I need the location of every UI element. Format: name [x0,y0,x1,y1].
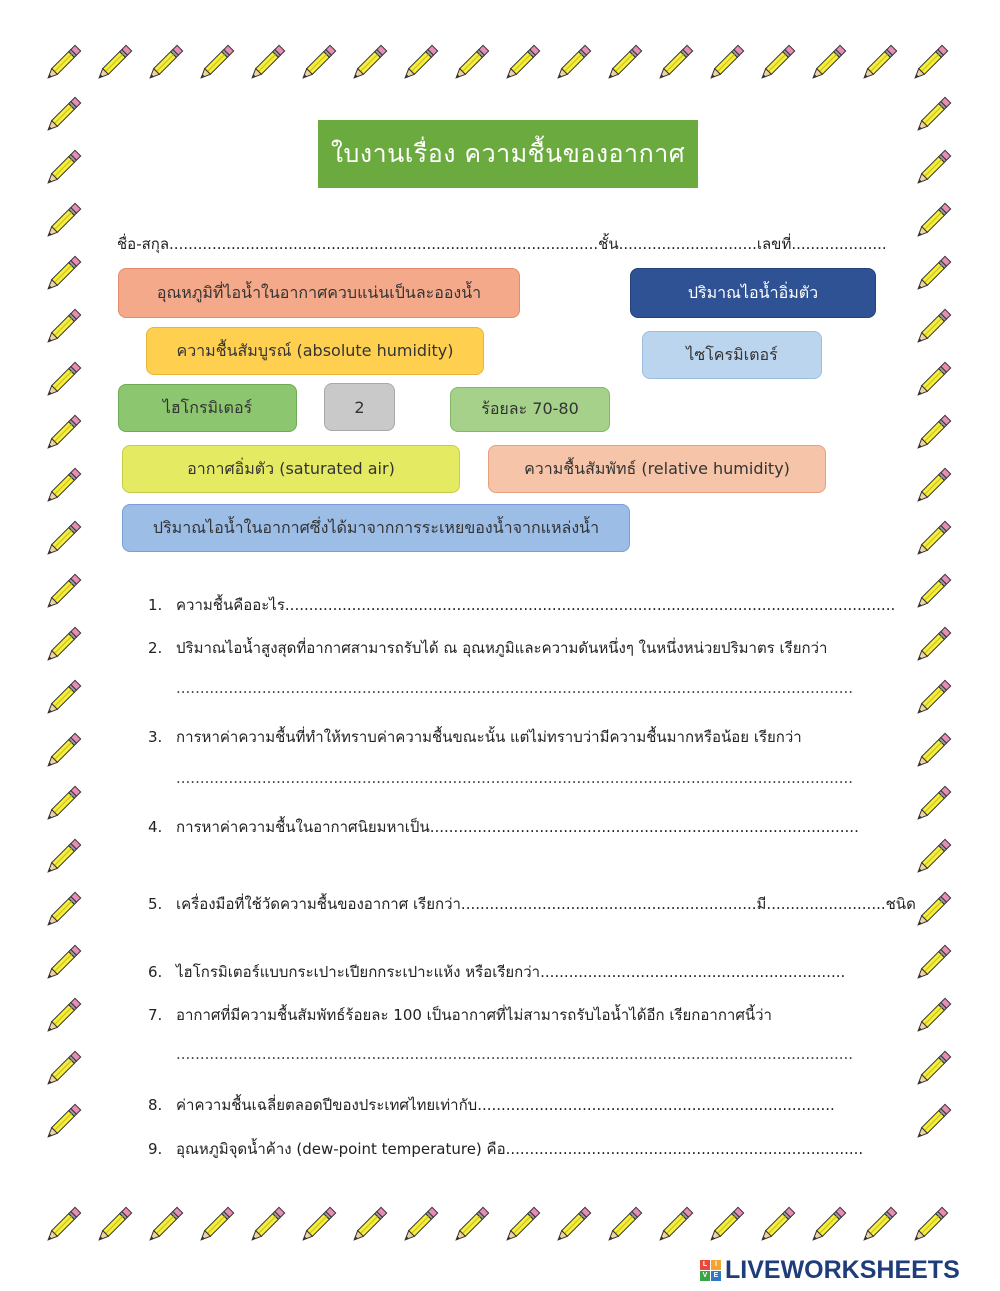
pencil-icon [40,304,86,350]
pencil-icon [397,1202,443,1248]
pencil-icon [652,1202,698,1248]
question-text[interactable]: ค่าความชื้นเฉลี่ยตลอดปีของประเทศไทยเท่ากับ........................................................................... [176,1096,835,1114]
question-number: 9. [148,1140,163,1158]
student-info-line[interactable]: ชื่อ-สกุล..........................................................................................ชั้น.............................เลขที่.................... [117,235,887,253]
pencil-icon [40,1046,86,1092]
word-chip-percent-range[interactable] [450,387,610,432]
pencil-icon [40,622,86,668]
pencil-icon [499,40,545,86]
pencil-icon [40,569,86,615]
pencil-icon [910,463,956,509]
question-text[interactable]: การหาค่าความชื้นในอากาศนิยมหาเป็น.......................................................................................... [176,818,859,836]
pencil-icon [910,251,956,297]
pencil-icon [703,1202,749,1248]
pencil-icon [295,40,341,86]
pencil-icon [40,145,86,191]
pencil-icon [550,40,596,86]
word-chip-dew-point[interactable] [118,268,520,318]
pencil-icon [40,781,86,827]
chip-label: ปริมาณไอน้ำในอากาศซึ่งได้มาจากการระเหยของน้ำจากแหล่งน้ำ [152,517,600,537]
answer-line-7[interactable]: .............................................................................................................................................. [176,1045,854,1063]
word-chip-absolute-humidity[interactable] [146,327,484,375]
pencil-icon [910,887,956,933]
pencil-icon [295,1202,341,1248]
pencil-icon [910,516,956,562]
question-number: 3. [148,728,163,746]
question-number: 5. [148,895,163,913]
pencil-icon [907,40,953,86]
pencil-icon [40,40,86,86]
pencil-icon [91,40,137,86]
question-text: อากาศที่มีความชื้นสัมพัทธ์ร้อยละ 100 เป็นอากาศที่ไม่สามารถรับไอน้ำได้อีก เรียกอากาศนี้ว่า [176,1006,772,1024]
worksheet-title [318,120,698,188]
pencil-icon [550,1202,596,1248]
pencil-icon [40,728,86,774]
pencil-icon [40,675,86,721]
word-chip-number-two[interactable] [324,383,395,431]
question-number: 8. [148,1096,163,1114]
pencil-icon [499,1202,545,1248]
pencil-icon [448,40,494,86]
liveworksheets-logo[interactable] [700,1256,960,1285]
question-number: 4. [148,818,163,836]
question-text[interactable]: ไฮโกรมิเตอร์แบบกระเปาะเปียกกระเปาะแห้ง หรือเรียกว่า................................................................ [176,963,846,981]
pencil-icon [40,251,86,297]
pencil-icon [40,516,86,562]
pencil-icon [91,1202,137,1248]
word-chip-saturated-vapor[interactable] [630,268,876,318]
question-5 [148,892,916,916]
pencil-icon [448,1202,494,1248]
pencil-icon [910,622,956,668]
pencil-icon [40,357,86,403]
pencil-icon [910,1046,956,1092]
answer-line-2[interactable]: .............................................................................................................................................. [176,679,854,697]
pencil-icon [856,1202,902,1248]
word-chip-hygrometer[interactable] [118,384,297,432]
pencil-icon [910,92,956,138]
pencil-icon [40,993,86,1039]
pencil-icon [910,1099,956,1145]
pencil-icon [910,781,956,827]
pencil-icon [754,40,800,86]
pencil-icon [856,40,902,86]
word-chip-water-vapor[interactable] [122,504,630,552]
pencil-icon [193,40,239,86]
question-number: 1. [148,596,163,614]
pencil-icon [40,410,86,456]
pencil-icon [601,1202,647,1248]
question-3 [148,725,802,749]
question-text[interactable]: ความชื้นคืออะไร................................................................................................................................ [176,596,896,614]
pencil-icon [40,463,86,509]
logo-letter: I [711,1260,721,1270]
pencil-icon [907,1202,953,1248]
chip-label: ความชื้นสัมบูรณ์ (absolute humidity) [176,340,454,360]
pencil-icon [346,1202,392,1248]
pencil-icon [652,40,698,86]
pencil-icon [40,940,86,986]
pencil-icon [193,1202,239,1248]
pencil-icon [40,1099,86,1145]
pencil-icon [40,834,86,880]
chip-label: ไฮโกรมิเตอร์ [162,397,253,417]
chip-label: ร้อยละ 70-80 [481,399,579,418]
pencil-icon [601,40,647,86]
logo-letter: L [700,1260,710,1270]
pencil-icon [40,1202,86,1248]
pencil-icon [754,1202,800,1248]
pencil-icon [910,304,956,350]
pencil-icon [40,92,86,138]
word-chip-saturated-air[interactable] [122,445,460,493]
pencil-icon [910,357,956,403]
chip-label: อุณหภูมิที่ไอน้ำในอากาศควบแน่นเป็นละอองน้ำ [156,282,482,302]
word-chip-relative-humidity[interactable] [488,445,826,493]
question-number: 6. [148,963,163,981]
pencil-icon [244,40,290,86]
pencil-icon [805,1202,851,1248]
question-6 [148,960,845,984]
logo-letter: V [700,1271,710,1281]
pencil-icon [910,198,956,244]
question-7 [148,1003,772,1027]
pencil-icon [244,1202,290,1248]
question-text[interactable]: เครื่องมือที่ใช้วัดความชื้นของอากาศ เรียกว่า..............................................................มี.........................ชนิด [176,895,916,913]
pencil-icon [805,40,851,86]
pencil-icon [910,993,956,1039]
pencil-icon [40,887,86,933]
chip-label: ความชื้นสัมพัทธ์ (relative humidity) [524,458,790,478]
question-text: การหาค่าความชื้นที่ทำให้ทราบค่าความชื้นขณะนั้น แต่ไม่ทราบว่ามีความชื้นมากหรือน้อย เรียกว่า [176,728,802,746]
pencil-icon [910,940,956,986]
question-9 [148,1137,863,1161]
question-8 [148,1093,835,1117]
word-chip-psychrometer[interactable] [642,331,822,379]
title-text: ใบงานเรื่อง ความชื้นของอากาศ [330,139,686,168]
pencil-icon [910,834,956,880]
answer-line-3[interactable]: .............................................................................................................................................. [176,769,854,787]
question-2 [148,636,827,660]
pencil-icon [910,728,956,774]
pencil-icon [910,145,956,191]
question-number: 7. [148,1006,163,1024]
pencil-icon [910,675,956,721]
pencil-icon [910,410,956,456]
pencil-icon [346,40,392,86]
pencil-icon [142,1202,188,1248]
question-1 [148,593,895,617]
chip-label: ปริมาณไอน้ำอิ่มตัว [687,282,819,302]
pencil-icon [142,40,188,86]
pencil-icon [703,40,749,86]
chip-label: ไซโครมิเตอร์ [686,344,778,364]
question-text: ปริมาณไอน้ำสูงสุดที่อากาศสามารถรับได้ ณ อุณหภูมิและความดันหนึ่งๆ ในหนึ่งหน่วยปริมาตร เรียกว่า [176,639,828,657]
logo-letter: E [711,1271,721,1281]
chip-label: 2 [354,397,365,417]
question-text[interactable]: อุณหภูมิจุดน้ำค้าง (dew-point temperature) คือ........................................................................... [176,1140,864,1158]
pencil-icon [910,569,956,615]
question-4 [148,815,859,839]
logo-text: LIVEWORKSHEETS [725,1256,960,1284]
pencil-icon [40,198,86,244]
chip-label: อากาศอิ่มตัว (saturated air) [187,458,395,478]
question-number: 2. [148,639,163,657]
logo-badge-icon [700,1260,721,1281]
pencil-icon [397,40,443,86]
